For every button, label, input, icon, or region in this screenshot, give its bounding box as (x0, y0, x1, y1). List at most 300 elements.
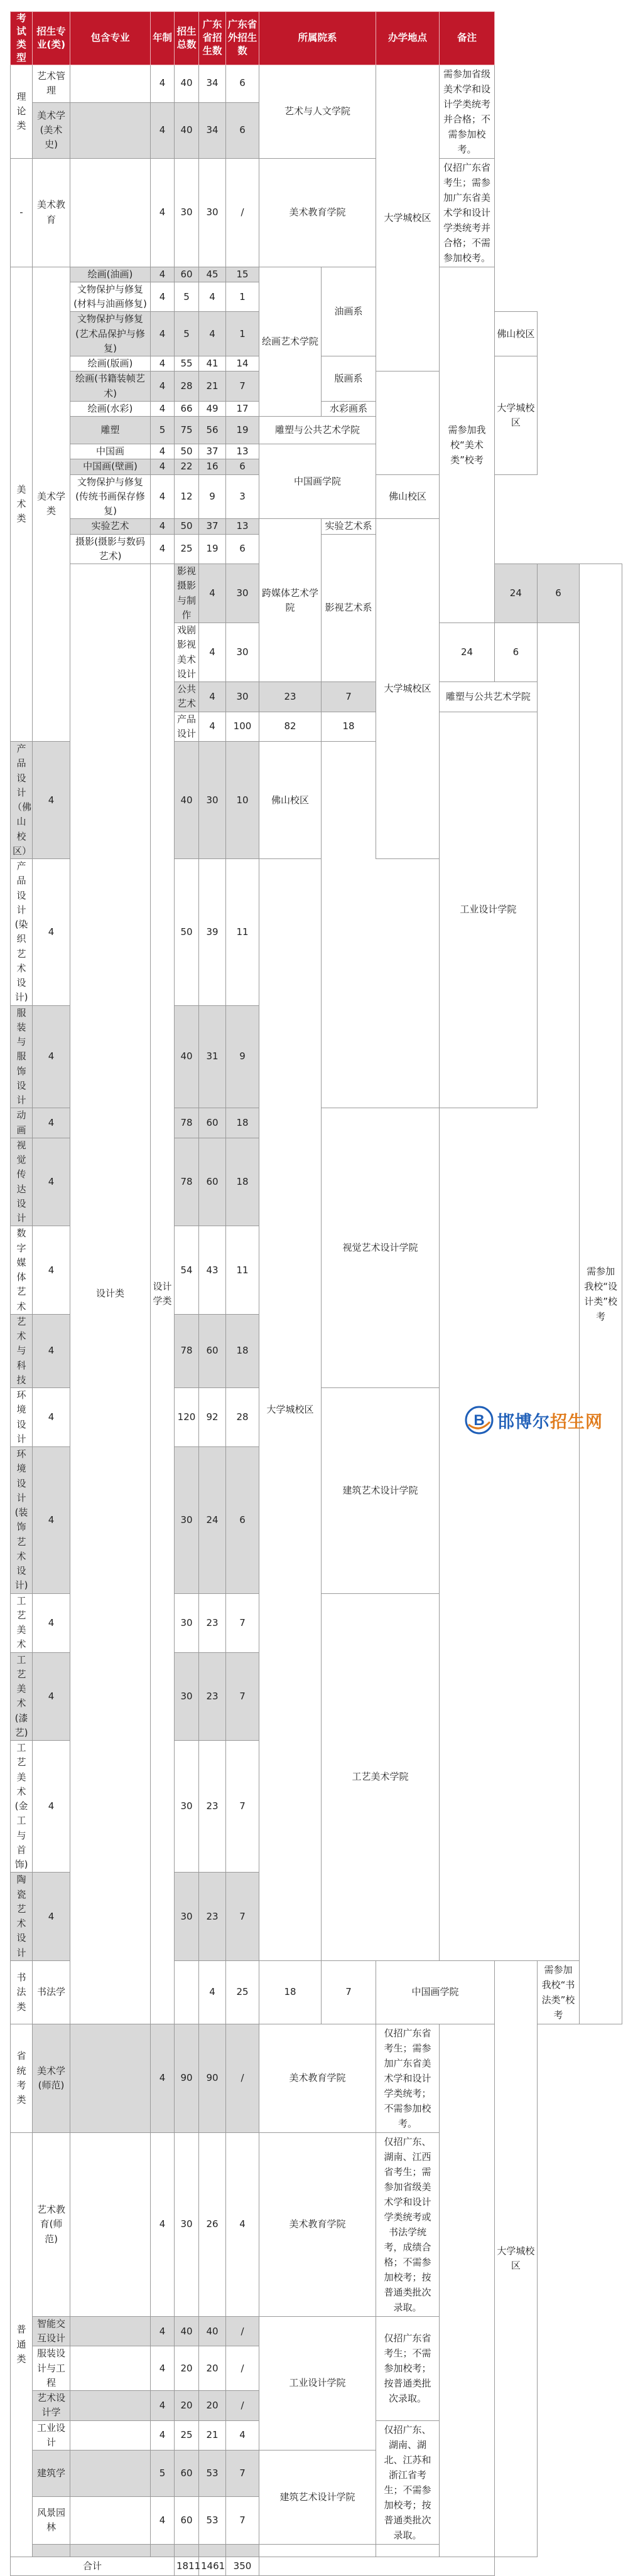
total-cell: 30 (226, 564, 259, 623)
brand-accent: 招生网 (550, 1412, 603, 1432)
total-cell: 66 (175, 401, 199, 416)
gd-cell: 40 (199, 2316, 226, 2346)
out-cell: 14 (226, 356, 259, 371)
major-cell: 美术学(师范) (33, 2024, 70, 2132)
exam-type-cell: 书法类 (11, 1960, 33, 2024)
gd-cell: 18 (259, 1960, 322, 2024)
campus-cell: 佛山校区 (495, 312, 538, 356)
brand-logo-icon (465, 1406, 494, 1435)
gd-cell: 24 (440, 623, 495, 682)
campus-cell: 佛山校区 (376, 474, 440, 519)
total-cell: 30 (175, 2132, 199, 2316)
out-cell: 7 (226, 1873, 259, 1961)
notes-cell: 需参加省级美术学和设计学类统考并合格；不需参加校考。 (440, 65, 495, 158)
years-cell: 4 (151, 2346, 175, 2391)
included-cell (70, 2132, 151, 2316)
out-cell: / (226, 2346, 259, 2391)
total-cell: 30 (226, 623, 259, 682)
years-cell: 4 (151, 474, 175, 519)
years-cell: 4 (199, 712, 226, 742)
header-major: 招生专业(类) (33, 12, 70, 65)
notes-cell (376, 2544, 440, 2557)
years-cell: 4 (33, 1652, 70, 1741)
years-cell: 4 (33, 1873, 70, 1961)
years-cell: 4 (33, 1593, 70, 1652)
included-cell: 绘画(书籍装帧艺术) (70, 371, 151, 402)
gd-cell: 45 (199, 267, 226, 282)
major-cell: 工业设计 (33, 2420, 70, 2450)
out-cell: / (226, 158, 259, 267)
included-cell: 工艺美术 (11, 1593, 33, 1652)
college-cell: 工艺美术学院 (322, 1593, 440, 1960)
years-cell: 4 (151, 401, 175, 416)
total-cell: 30 (175, 1873, 199, 1961)
included-cell (70, 65, 151, 102)
included-cell (70, 2391, 151, 2421)
out-cell: 18 (226, 1314, 259, 1387)
out-cell: 7 (226, 1593, 259, 1652)
gd-cell: 49 (199, 401, 226, 416)
gd-cell: 26 (199, 2132, 226, 2316)
out-cell: 13 (226, 519, 259, 534)
total-cell: 25 (226, 1960, 259, 2024)
dept-cell: 油画系 (322, 267, 376, 356)
major-cell: 美术学(美术史) (33, 102, 70, 158)
header-total: 招生总数 (175, 12, 199, 65)
years-cell: 4 (33, 742, 70, 859)
years-cell: 4 (151, 2132, 175, 2316)
out-cell (226, 2544, 259, 2557)
total-cell: 25 (175, 534, 199, 564)
gd-cell: 53 (199, 2450, 226, 2497)
included-cell: 雕塑 (70, 417, 151, 444)
gd-cell: 19 (199, 534, 226, 564)
included-cell: 环境设计 (11, 1388, 33, 1447)
years-cell: 4 (151, 267, 175, 282)
total-cell: 50 (175, 444, 199, 459)
gd-cell: 24 (495, 564, 538, 623)
total-sum: 1811 (175, 2557, 199, 2575)
gd-cell: 21 (199, 371, 226, 402)
total-cell: 54 (175, 1226, 199, 1315)
included-cell: 工艺美术(金工与首饰) (11, 1741, 33, 1873)
notes-cell: 仅招广东、湖南、江西省考生；需参加省级美术学和设计学类统考或书法学统考，成绩合格；不需参加校考；按普通类批次录取。 (376, 2132, 440, 2316)
header-included: 包含专业 (70, 12, 151, 65)
out-cell: 3 (226, 474, 259, 519)
brand-name (497, 1408, 603, 1433)
gd-cell: 37 (199, 519, 226, 534)
out-cell: 1 (226, 282, 259, 312)
out-cell: 19 (226, 417, 259, 444)
campus-cell: 大学城校区 (495, 356, 538, 475)
years-cell: 4 (151, 65, 175, 102)
total-cell: 50 (175, 519, 199, 534)
total-cell: 120 (175, 1388, 199, 1447)
years-cell: 4 (151, 158, 175, 267)
college-cell: 美术教育学院 (259, 158, 376, 267)
years-cell: 4 (199, 564, 226, 623)
out-cell: 7 (226, 1652, 259, 1741)
out-cell: 4 (226, 2132, 259, 2316)
out-cell: / (226, 2316, 259, 2346)
total-cell: 20 (175, 2346, 199, 2391)
notes-cell: 需参加我校“设计类”校考 (580, 564, 622, 2024)
out-cell: 6 (537, 564, 580, 623)
years-cell: 4 (151, 2391, 175, 2421)
included-cell: 产品设计(染织艺术设计) (11, 859, 33, 1006)
table-row (11, 519, 622, 534)
gd-cell: 41 (199, 356, 226, 371)
major-cell: 设计学类 (151, 564, 175, 2024)
college-cell: 美术教育学院 (259, 2132, 376, 2316)
included-cell: 绘画(水彩) (70, 401, 151, 416)
gd-cell: 30 (199, 742, 226, 859)
included-cell (70, 2420, 151, 2450)
years-cell: 4 (151, 519, 175, 534)
gd-cell: 92 (199, 1388, 226, 1447)
years-cell: 4 (33, 1314, 70, 1387)
major-cell: 书法学 (33, 1960, 70, 2024)
out-cell: 18 (226, 1108, 259, 1138)
total-cell: 12 (175, 474, 199, 519)
exam-type-cell: 理论类 (11, 65, 33, 158)
included-cell: 公共艺术 (175, 682, 199, 712)
admissions-table (10, 11, 622, 2576)
total-cell: 60 (175, 2496, 199, 2544)
notes-cell: 仅招广东省考生；不需参加校考；按普通类批次录取。 (376, 2316, 440, 2420)
gd-cell: 20 (199, 2391, 226, 2421)
college-cell: 雕塑与公共艺术学院 (259, 417, 376, 444)
campus-cell: 佛山校区 (259, 742, 322, 859)
included-cell (70, 2496, 151, 2544)
out-cell: 9 (226, 1005, 259, 1108)
total-cell: 5 (175, 312, 199, 356)
table-row (11, 158, 622, 267)
years-cell: 4 (151, 2420, 175, 2450)
out-cell: 6 (226, 534, 259, 564)
total-cell (175, 2544, 199, 2557)
included-cell: 影视摄影与制作 (175, 564, 199, 623)
total-cell: 30 (175, 1447, 199, 1594)
total-label: 合计 (11, 2557, 175, 2575)
included-cell: 数字媒体艺术 (11, 1226, 33, 1315)
gd-cell: 9 (199, 474, 226, 519)
total-cell: 30 (175, 158, 199, 267)
exam-type-cell: 省统考类 (11, 2024, 33, 2132)
gd-cell: 20 (199, 2346, 226, 2391)
gd-cell: 82 (259, 712, 322, 742)
included-cell: 产品设计 (175, 712, 199, 742)
header-notes: 备注 (440, 12, 495, 65)
included-cell: 绘画(油画) (70, 267, 151, 282)
years-cell: 4 (33, 859, 70, 1006)
total-cell: 28 (175, 371, 199, 402)
major-cell: 艺术设计学 (33, 2391, 70, 2421)
exam-type-cell: - (11, 158, 33, 267)
included-cell: 文物保护与修复(材料与油画修复) (70, 282, 151, 312)
total-cell: 5 (175, 282, 199, 312)
years-cell: 4 (151, 2024, 175, 2132)
included-cell: 陶瓷艺术设计 (11, 1873, 33, 1961)
brand-main: 邯博尔 (497, 1412, 550, 1432)
exam-type-cell: 设计类 (70, 564, 151, 2024)
included-cell: 工艺美术(漆艺) (11, 1652, 33, 1741)
out-cell: 7 (226, 371, 259, 402)
years-cell: 4 (151, 444, 175, 459)
out-cell: 6 (495, 623, 538, 682)
header-exam-type: 考试类型 (11, 12, 33, 65)
total-gd: 1461 (199, 2557, 226, 2575)
out-cell: 17 (226, 401, 259, 416)
table-row (11, 267, 622, 282)
gd-cell: 60 (199, 1314, 226, 1387)
out-cell: 13 (226, 444, 259, 459)
out-cell: 15 (226, 267, 259, 282)
included-cell: 摄影(摄影与数码艺术) (70, 534, 151, 564)
years-cell: 4 (151, 371, 175, 402)
included-cell: 中国画(壁画) (70, 459, 151, 474)
years-cell: 4 (151, 2316, 175, 2346)
out-cell: 6 (226, 65, 259, 102)
college-cell: 工业设计学院 (440, 712, 538, 1108)
included-cell: 实验艺术 (70, 519, 151, 534)
included-cell: 艺术与科技 (11, 1314, 33, 1387)
exam-type-cell: 美术类 (11, 267, 33, 742)
out-cell: / (226, 2391, 259, 2421)
included-cell (70, 102, 151, 158)
gd-cell: 53 (199, 2496, 226, 2544)
total-cell: 30 (175, 1741, 199, 1873)
total-cell: 50 (175, 859, 199, 1006)
included-cell: 绘画(版画) (70, 356, 151, 371)
notes-cell: 仅招广东、湖南、湖北、江苏和浙江省考生；不需参加校考；按普通类批次录取。 (376, 2420, 440, 2544)
years-cell: 5 (151, 417, 175, 444)
total-cell: 30 (175, 1593, 199, 1652)
dept-cell: 实验艺术系 (322, 519, 376, 534)
gd-cell: 30 (199, 158, 226, 267)
total-row (11, 2557, 622, 2575)
years-cell: 4 (33, 1226, 70, 1315)
included-cell (70, 2024, 151, 2132)
years-cell: 4 (151, 459, 175, 474)
major-cell: 智能交互设计 (33, 2316, 70, 2346)
total-cell: 20 (175, 2391, 199, 2421)
major-cell: 风景园林 (33, 2496, 70, 2544)
major-cell (33, 2544, 70, 2557)
out-cell: 7 (322, 1960, 376, 2024)
total-cell: 30 (175, 1652, 199, 1741)
notes-cell: 仅招广东省考生；需参加广东省美术学和设计学类统考；不需参加校考。 (376, 2024, 440, 2132)
total-cell: 22 (175, 459, 199, 474)
notes-cell: 需参加我校“书法类”校考 (537, 1960, 580, 2024)
gd-cell (199, 2544, 226, 2557)
college-cell: 中国画学院 (259, 444, 376, 519)
total-cell: 60 (175, 267, 199, 282)
total-cell: 55 (175, 356, 199, 371)
total-cell: 40 (175, 2316, 199, 2346)
years-cell: 4 (33, 1005, 70, 1108)
included-cell (70, 158, 151, 267)
gd-cell: 23 (199, 1652, 226, 1741)
gd-cell: 24 (199, 1447, 226, 1594)
included-cell: 文物保护与修复(传统书画保存修复) (70, 474, 151, 519)
header-college: 所属院系 (259, 12, 376, 65)
major-cell: 艺术教育(师范) (33, 2132, 70, 2316)
included-cell (70, 2316, 151, 2346)
notes-cell: 需参加我校“美术类”校考 (440, 267, 495, 623)
out-cell: 7 (226, 1741, 259, 1873)
total-cell: 78 (175, 1314, 199, 1387)
dept-cell: 水彩画系 (322, 401, 376, 416)
gd-cell: 21 (199, 2420, 226, 2450)
total-empty (259, 2557, 495, 2575)
years-cell: 4 (33, 1741, 70, 1873)
college-cell: 跨媒体艺术学院 (259, 519, 322, 682)
gd-cell: 23 (199, 1741, 226, 1873)
total-cell: 78 (175, 1138, 199, 1226)
included-cell: 戏剧影视美术设计 (175, 623, 199, 682)
gd-cell: 37 (199, 444, 226, 459)
gd-cell: 56 (199, 417, 226, 444)
college-cell (259, 2544, 376, 2557)
years-cell: 4 (199, 623, 226, 682)
included-cell: 文物保护与修复(艺术品保护与修复) (70, 312, 151, 356)
header-out: 广东省外招生数 (226, 12, 259, 65)
years-cell: 4 (151, 282, 175, 312)
total-cell: 100 (226, 712, 259, 742)
out-cell: 7 (226, 2496, 259, 2544)
gd-cell: 39 (199, 859, 226, 1006)
campus-cell: 大学城校区 (376, 65, 440, 371)
dept-cell: 影视艺术系 (322, 534, 376, 682)
major-cell: 美术学类 (33, 267, 70, 742)
header-years: 年制 (151, 12, 175, 65)
table-row (11, 65, 622, 102)
years-cell: 4 (151, 356, 175, 371)
gd-cell: 60 (199, 1108, 226, 1138)
included-cell: 动画 (11, 1108, 33, 1138)
college-cell: 雕塑与公共艺术学院 (440, 682, 538, 712)
years-cell: 4 (151, 2496, 175, 2544)
out-cell: 28 (226, 1388, 259, 1447)
college-cell: 美术教育学院 (259, 2024, 376, 2132)
major-cell: 建筑学 (33, 2450, 70, 2497)
total-cell: 40 (175, 65, 199, 102)
years-cell: 4 (33, 1108, 70, 1138)
total-cell: 78 (175, 1108, 199, 1138)
logo-letter: B (473, 1412, 485, 1429)
college-cell: 艺术与人文学院 (259, 65, 376, 158)
out-cell: / (226, 2024, 259, 2132)
gd-cell: 34 (199, 65, 226, 102)
out-cell: 10 (226, 742, 259, 859)
total-cell: 40 (175, 1005, 199, 1108)
out-cell: 11 (226, 1226, 259, 1315)
college-cell: 中国画学院 (376, 1960, 495, 2024)
major-cell: 艺术管理 (33, 65, 70, 102)
out-cell: 4 (226, 2420, 259, 2450)
gd-cell: 60 (199, 1138, 226, 1226)
years-cell: 5 (151, 2450, 175, 2497)
watermark (465, 1404, 629, 1436)
exam-type-cell: 普通类 (11, 2132, 33, 2557)
total-cell: 60 (175, 2450, 199, 2497)
gd-cell: 4 (199, 312, 226, 356)
years-cell: 4 (151, 534, 175, 564)
years-cell: 4 (199, 682, 226, 712)
college-cell: 建筑艺术设计学院 (322, 1388, 440, 1594)
major-cell: 美术教育 (33, 158, 70, 267)
gd-cell: 23 (259, 682, 322, 712)
total-cell: 75 (175, 417, 199, 444)
years-cell (151, 2544, 175, 2557)
college-cell: 工业设计学院 (259, 2316, 376, 2450)
total-cell: 90 (175, 2024, 199, 2132)
gd-cell: 23 (199, 1593, 226, 1652)
gd-cell: 4 (199, 282, 226, 312)
out-cell: 6 (226, 1447, 259, 1594)
years-cell: 4 (199, 1960, 226, 2024)
major-cell: 服装设计与工程 (33, 2346, 70, 2391)
total-cell: 30 (226, 682, 259, 712)
included-cell (70, 2544, 151, 2557)
years-cell: 4 (33, 1138, 70, 1226)
gd-cell: 23 (199, 1873, 226, 1961)
header-row (11, 12, 622, 65)
dept-cell: 版画系 (322, 356, 376, 402)
header-campus: 办学地点 (376, 12, 440, 65)
included-cell: 环境设计(装饰艺术设计) (11, 1447, 33, 1594)
total-cell: 25 (175, 2420, 199, 2450)
gd-cell: 90 (199, 2024, 226, 2132)
included-cell (70, 2346, 151, 2391)
included-cell (70, 2450, 151, 2497)
out-cell: 7 (226, 2450, 259, 2497)
college-cell: 绘画艺术学院 (259, 267, 322, 417)
out-cell: 7 (322, 682, 376, 712)
campus-cell: 大学城校区 (495, 1960, 538, 2557)
out-cell: 6 (226, 459, 259, 474)
college-cell: 视觉艺术设计学院 (322, 1108, 440, 1388)
out-cell: 18 (322, 712, 376, 742)
years-cell: 4 (33, 1388, 70, 1447)
out-cell: 11 (226, 859, 259, 1006)
out-cell: 1 (226, 312, 259, 356)
gd-cell: 16 (199, 459, 226, 474)
notes-cell: 仅招广东省考生；需参加广东省美术学和设计学类统考并合格；不需参加校考。 (440, 158, 495, 267)
included-cell: 服装与服饰设计 (11, 1005, 33, 1108)
years-cell: 4 (151, 102, 175, 158)
gd-cell: 43 (199, 1226, 226, 1315)
gd-cell: 34 (199, 102, 226, 158)
total-out: 350 (226, 2557, 259, 2575)
header-gd: 广东省招生数 (199, 12, 226, 65)
included-cell: 产品设计（佛山校区） (11, 742, 33, 859)
total-cell: 40 (175, 742, 199, 859)
included-cell: 中国画 (70, 444, 151, 459)
college-cell: 建筑艺术设计学院 (259, 2450, 376, 2545)
campus-cell: 大学城校区 (259, 859, 322, 1961)
gd-cell: 31 (199, 1005, 226, 1108)
years-cell: 4 (151, 312, 175, 356)
included-cell: 视觉传达设计 (11, 1138, 33, 1226)
campus-cell: 大学城校区 (376, 519, 440, 859)
out-cell: 18 (226, 1138, 259, 1226)
years-cell: 4 (33, 1447, 70, 1594)
total-cell: 40 (175, 102, 199, 158)
out-cell: 6 (226, 102, 259, 158)
included-cell (175, 1960, 199, 2024)
